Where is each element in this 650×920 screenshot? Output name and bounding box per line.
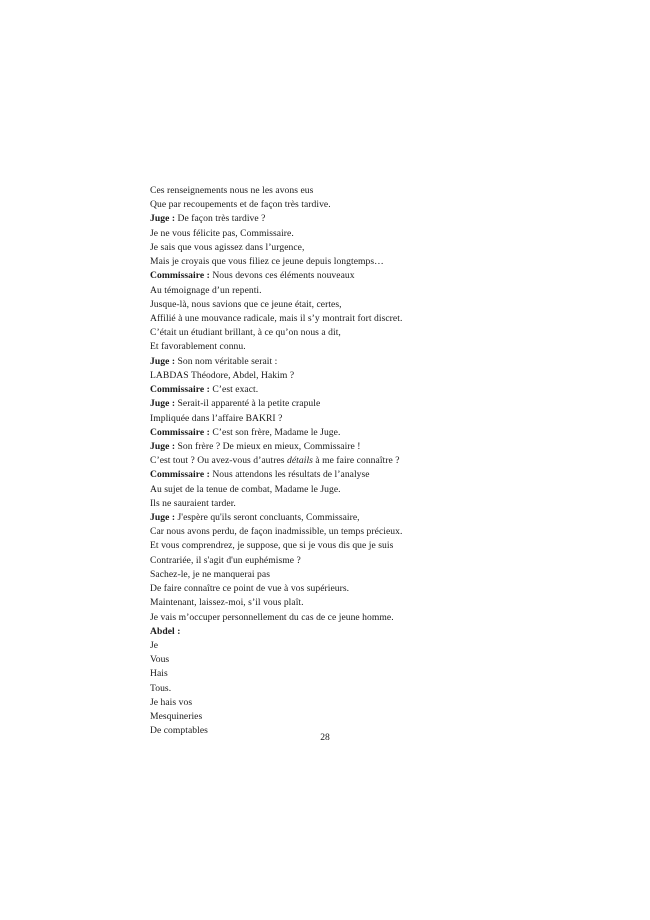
script-line — [150, 682, 550, 696]
speaker-name: Juge : — [150, 213, 176, 225]
line-text: Je vais m’occuper personnellement du cas de ce jeune homme. — [150, 611, 394, 623]
line-text: Au sujet de la tenue de combat, Madame le Juge. — [150, 483, 341, 495]
script-line — [150, 667, 550, 681]
line-text: Son nom véritable serait : — [175, 355, 278, 367]
line-text: Et vous comprendrez, je suppose, que si je vous dis que je suis — [150, 540, 394, 552]
line-text: Je — [150, 640, 159, 651]
script-line — [150, 639, 550, 653]
line-text: C’était un étudiant brillant, à ce qu’on nous a dit, — [150, 327, 341, 339]
script-line — [150, 355, 550, 369]
line-text: LABDAS Théodore, Abdel, Hakim ? — [150, 369, 295, 381]
line-text: Tous. — [150, 682, 172, 694]
script-line — [150, 596, 550, 610]
page-number: 28 — [320, 732, 330, 743]
script-line — [150, 397, 550, 411]
script-line — [150, 525, 550, 539]
line-text: Car nous avons perdu, de façon inadmissible, un temps précieux. — [150, 526, 403, 538]
line-text-continued: à me faire connaître ? — [312, 455, 400, 467]
line-text: De façon très tardive ? — [175, 213, 266, 225]
line-text: Mesquineries — [150, 711, 203, 723]
line-text: Ces renseignements nous ne les avons eus — [150, 185, 314, 196]
script-line — [150, 326, 550, 340]
script-line — [150, 412, 550, 426]
script-line — [150, 312, 550, 326]
script-line — [150, 269, 550, 283]
script-line — [150, 198, 550, 212]
script-line — [150, 369, 550, 383]
script-line — [150, 340, 550, 354]
line-text: Mais je croyais que vous filiez ce jeune depuis longtemps… — [150, 256, 384, 268]
line-text: De faire connaître ce point de vue à vos supérieurs. — [150, 583, 350, 595]
speaker-name: Juge : — [150, 355, 176, 367]
script-line — [150, 212, 550, 226]
line-text: Nous devons ces éléments nouveaux — [209, 270, 355, 282]
line-text: Vous — [150, 654, 170, 666]
script-line — [150, 511, 550, 525]
script-line — [150, 568, 550, 582]
script-line — [150, 611, 550, 625]
line-text: De comptables — [150, 725, 208, 737]
speaker-name: Abdel : — [150, 625, 181, 637]
script-line — [150, 426, 550, 440]
line-text: Serait-il apparenté à la petite crapule — [175, 398, 321, 410]
script-line — [150, 554, 550, 568]
line-text: Ils ne sauraient tarder. — [150, 497, 236, 509]
line-text: Hais — [150, 668, 168, 680]
line-text: Sachez-le, je ne manquerai pas — [150, 568, 270, 580]
speaker-name: Juge : — [150, 440, 176, 452]
script-line — [150, 284, 550, 298]
line-text: C’est tout ? Ou avez-vous d’autres — [150, 455, 288, 467]
script-line — [150, 497, 550, 511]
script-line — [150, 696, 550, 710]
line-text: Affilié à une mouvance radicale, mais il s’y montrait fort discret. — [150, 312, 403, 324]
line-text: Impliquée dans l’affaire BAKRI ? — [150, 412, 283, 424]
line-text: Jusque-là, nous savions que ce jeune était, certes, — [150, 298, 342, 310]
line-text: Je sais que vous agissez dans l’urgence, — [150, 241, 305, 253]
line-text: Je ne vous félicite pas, Commissaire. — [150, 227, 294, 239]
speaker-name: Juge : — [150, 512, 176, 524]
script-line — [150, 298, 550, 312]
line-text: Son frère ? De mieux en mieux, Commissaire ! — [175, 440, 361, 452]
line-text: Au témoignage d’un repenti. — [150, 284, 262, 296]
script-line — [150, 383, 550, 397]
line-text: Que par recoupements et de façon très tardive. — [150, 199, 331, 211]
line-text: Contrariée, il s'agit d'un euphémisme ? — [150, 554, 301, 566]
speaker-name: Juge : — [150, 398, 176, 410]
script-dialogue-body — [150, 184, 550, 739]
script-line — [150, 454, 550, 468]
script-line — [150, 184, 550, 198]
emphasized-text: détails — [287, 455, 313, 467]
script-line — [150, 483, 550, 497]
line-text: J'espère qu'ils seront concluants, Commissaire, — [175, 512, 360, 524]
script-line — [150, 625, 550, 639]
speaker-name: Commissaire : — [150, 469, 210, 481]
script-line — [150, 227, 550, 241]
script-line — [150, 255, 550, 269]
speaker-name: Commissaire : — [150, 426, 210, 438]
script-line — [150, 539, 550, 553]
script-line — [150, 710, 550, 724]
script-line — [150, 241, 550, 255]
script-line — [150, 468, 550, 482]
script-line — [150, 653, 550, 667]
script-line — [150, 440, 550, 454]
line-text: Nous attendons les résultats de l’analyse — [209, 469, 370, 481]
speaker-name: Commissaire : — [150, 270, 210, 282]
line-text: C’est son frère, Madame le Juge. — [209, 426, 341, 438]
line-text: C’est exact. — [209, 384, 259, 396]
line-text: Maintenant, laissez-moi, s’il vous plaît. — [150, 597, 304, 609]
speaker-name: Commissaire : — [150, 384, 210, 396]
line-text: Je hais vos — [150, 696, 193, 708]
line-text: Et favorablement connu. — [150, 341, 246, 353]
script-line — [150, 582, 550, 596]
